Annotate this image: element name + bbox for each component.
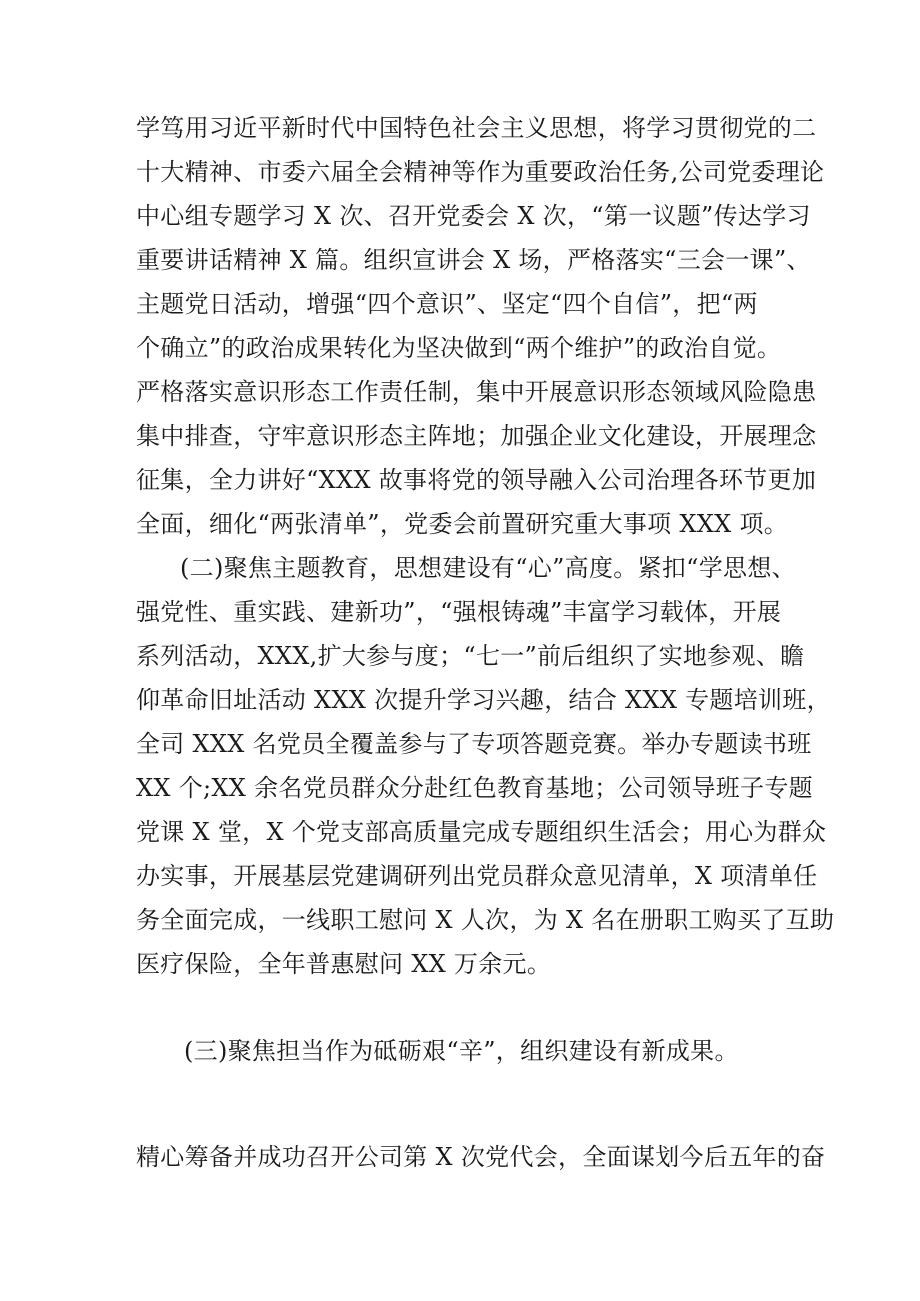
paragraph-3-line: 精心筹备并成功召开公司第 X 次党代会，全面谋划今后五年的奋 [136, 1143, 826, 1171]
paragraph-1-line: 重要讲话精神 X 篇。组织宣讲会 X 场，严格落实“三会一课”、 [136, 246, 811, 274]
paragraph-1-line: 学笃用习近平新时代中国特色社会主义思想，将学习贯彻党的二 [136, 114, 817, 142]
paragraph-2-line: 党课 X 堂，X 个党支部高质量完成专题组织生活会；用心为群众 [136, 818, 827, 846]
paragraph-1-line: 主题党日活动，增强“四个意识”、坚定“四个自信”，把“两 [136, 290, 758, 318]
paragraph-1-line: 征集，全力讲好“XXX 故事将党的领导融入公司治理各环节更加 [136, 466, 817, 494]
paragraph-2-line: XX 个;XX 余名党员群众分赴红色教育基地；公司领导班子专题 [136, 774, 813, 802]
paragraph-2-line: 强党性、重实践、建新功”，“强根铸魂”丰富学习载体，开展 [136, 598, 782, 626]
paragraph-2-line: 办实事，开展基层党建调研列出党员群众意见清单，X 项清单任 [136, 862, 818, 890]
section-heading-3: (三)聚焦担当作为砥砺艰“辛”，组织建设有新成果。 [184, 1037, 739, 1065]
paragraph-2-line: 仰革命旧址活动 XXX 次提升学习兴趣，结合 XXX 专题培训班， [136, 686, 831, 714]
paragraph-2-line: 务全面完成，一线职工慰问 X 人次，为 X 名在册职工购买了互助 [136, 906, 835, 934]
paragraph-1-line: 个确立”的政治成果转化为坚决做到“两个维护”的政治自觉。 [136, 334, 782, 362]
paragraph-2-line: 医疗保险，全年普惠慰问 XX 万余元。 [136, 950, 552, 978]
paragraph-1-line: 中心组专题学习 X 次、召开党委会 X 次，“第一议题”传达学习 [136, 202, 811, 230]
paragraph-2-line: 系列活动，XXX,扩大参与度；“七一”前后组织了实地参观、瞻 [136, 642, 805, 670]
paragraph-1-line: 十大精神、市委六届全会精神等作为重要政治任务,公司党委理论 [136, 158, 825, 186]
paragraph-1-line: 严格落实意识形态工作责任制，集中开展意识形态领域风险隐患 [136, 378, 817, 406]
paragraph-2-line: (二)聚焦主题教育，思想建设有“心”高度。紧扣“学思想、 [180, 554, 796, 582]
paragraph-1-line: 集中排查，守牢意识形态主阵地；加强企业文化建设，开展理念 [136, 422, 817, 450]
paragraph-1-line: 全面，细化“两张清单”，党委会前置研究重大事项 XXX 项。 [136, 510, 789, 538]
paragraph-2-line: 全司 XXX 名党员全覆盖参与了专项答题竞赛。举办专题读书班 [136, 730, 812, 758]
